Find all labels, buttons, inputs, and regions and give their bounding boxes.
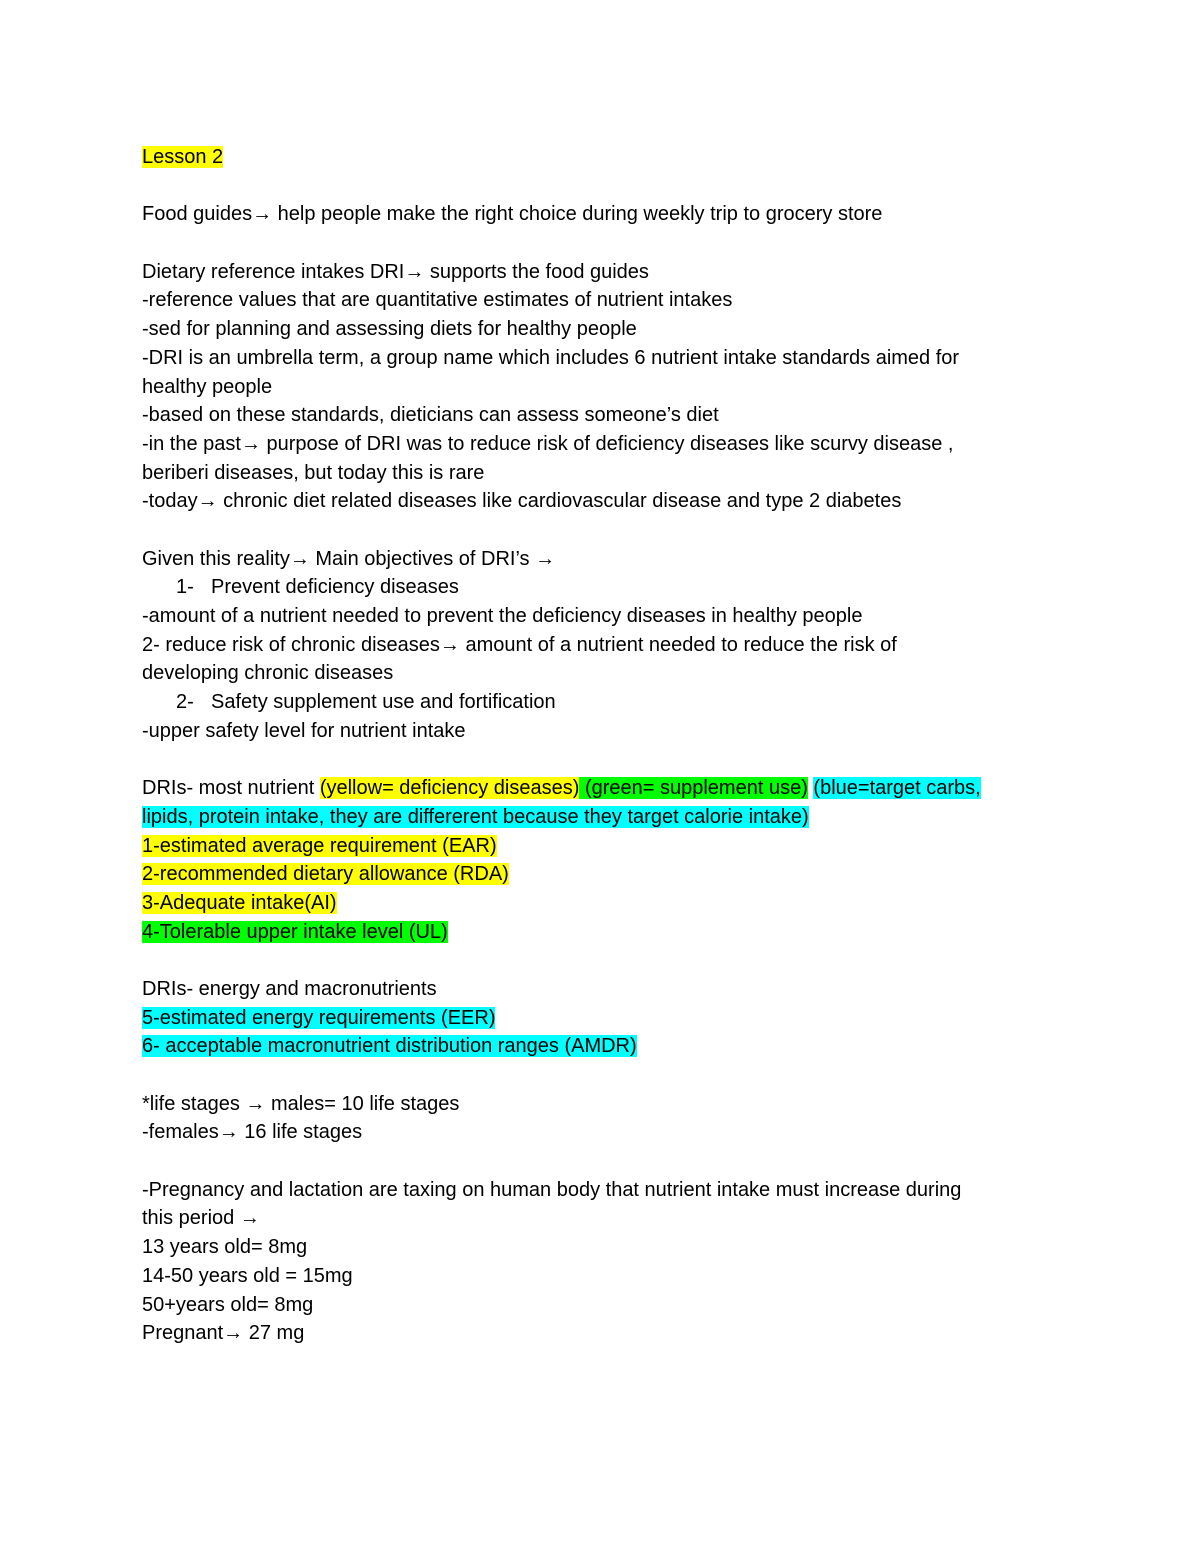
objective-item-1-text: Prevent deficiency diseases <box>211 576 459 599</box>
dri-line-2: -sed for planning and assessing diets for healthy people <box>142 318 637 341</box>
arrow-icon: → <box>289 547 310 570</box>
list-number: 2- <box>176 691 194 714</box>
dri-line-6-pre: -today <box>142 490 198 513</box>
energy-item-eer-text: 5-estimated energy requirements (EER) <box>142 1006 496 1029</box>
requirement-row-1: 13 years old= 8mg <box>142 1236 308 1259</box>
blank-line <box>142 1147 1062 1176</box>
objectives-mid: Main objectives of DRI’s <box>309 547 536 570</box>
objective-item-2b: developing chronic diseases <box>142 662 394 685</box>
dri-line-5b: beriberi diseases, but today this is rare <box>142 461 485 484</box>
document-page <box>142 143 1062 1348</box>
females-pre: -females <box>142 1121 219 1144</box>
legend-yellow: (yellow= deficiency diseases) <box>319 777 580 800</box>
requirement-row-4 <box>142 1319 1062 1348</box>
nutrient-item-rda <box>142 860 1062 889</box>
objective-item-3 <box>142 688 1062 717</box>
nutrients-heading <box>142 774 1062 803</box>
food-guides-text: help people make the right choice during weekly trip to grocery store <box>272 203 883 226</box>
arrow-icon: → <box>245 1092 266 1115</box>
legend-blue-text: lipids, protein intake, they are differerent because they target calorie intake) <box>142 805 809 828</box>
dri-text: supports the food guides <box>424 260 649 283</box>
objective-item-2-pre: 2- reduce risk of chronic diseases <box>142 633 440 656</box>
objectives-heading <box>142 545 1062 574</box>
pregnancy-line-b-text: this period <box>142 1207 240 1230</box>
arrow-icon: → <box>252 203 273 226</box>
blank-line <box>142 1061 1062 1090</box>
nutrient-item-ai-text: 3-Adequate intake(AI) <box>142 891 337 914</box>
nutrient-item-ai <box>142 889 1062 918</box>
objective-item-3-text: Safety supplement use and fortification <box>211 691 556 714</box>
arrow-icon: → <box>218 1121 239 1144</box>
arrow-icon: → <box>223 1322 244 1345</box>
energy-item-amdr-text: 6- acceptable macronutrient distribution ranges (AMDR) <box>142 1035 637 1058</box>
objective-item-2 <box>142 631 1062 660</box>
energy-item-amdr <box>142 1032 1062 1061</box>
lesson-title <box>142 143 1062 172</box>
arrow-icon: → <box>404 260 425 283</box>
legend-blue: (blue=target carbs, <box>813 777 981 800</box>
objective-item-1 <box>142 573 1062 602</box>
nutrient-item-ear <box>142 832 1062 861</box>
dri-line-5 <box>142 430 1062 459</box>
pregnant-post: 27 mg <box>243 1322 305 1345</box>
blank-line <box>142 229 1062 258</box>
life-stages-post: males= 10 life stages <box>265 1092 460 1115</box>
blank-line <box>142 745 1062 774</box>
arrow-icon: → <box>197 490 218 513</box>
objective-item-2-post: amount of a nutrient needed to reduce the risk of <box>459 633 897 656</box>
requirement-row-2: 14-50 years old = 15mg <box>142 1264 353 1287</box>
life-stages-males <box>142 1090 1062 1119</box>
energy-heading: DRIs- energy and macronutrients <box>142 977 437 1000</box>
list-number: 1- <box>176 576 194 599</box>
life-stages-females <box>142 1118 1062 1147</box>
objective-item-1-desc: -amount of a nutrient needed to prevent the deficiency diseases in healthy people <box>142 605 863 627</box>
legend-blue-cont <box>142 803 1062 832</box>
females-post: 16 life stages <box>238 1121 363 1144</box>
arrow-icon: → <box>239 1207 260 1230</box>
requirement-row-3: 50+years old= 8mg <box>142 1293 314 1316</box>
food-guides-line <box>142 200 1062 229</box>
nutrient-item-ear-text: 1-estimated average requirement (EAR) <box>142 834 497 857</box>
dri-heading <box>142 258 1062 287</box>
dri-line-4: -based on these standards, dieticians can assess someone’s diet <box>142 404 719 427</box>
nutrient-item-ul <box>142 918 1062 947</box>
nutrients-lead: DRIs- most nutrient <box>142 777 320 800</box>
dri-label: Dietary reference intakes DRI <box>142 260 405 283</box>
objectives-pre: Given this reality <box>142 547 290 570</box>
dri-line-1: -reference values that are quantitative estimates of nutrient intakes <box>142 289 733 312</box>
energy-item-eer <box>142 1004 1062 1033</box>
nutrient-item-rda-text: 2-recommended dietary allowance (RDA) <box>142 863 509 886</box>
dri-line-5-pre: -in the past <box>142 432 241 455</box>
arrow-icon: → <box>439 633 460 656</box>
nutrient-item-ul-text: 4-Tolerable upper intake level (UL) <box>142 920 448 943</box>
food-guides-label: Food guides <box>142 203 253 226</box>
objective-item-3-desc: -upper safety level for nutrient intake <box>142 719 466 742</box>
dri-line-6-post: chronic diet related diseases like cardiovascular disease and type 2 diabetes <box>217 490 902 513</box>
blank-line <box>142 516 1062 545</box>
blank-line <box>142 172 1062 201</box>
lesson-title-text: Lesson 2 <box>142 146 224 168</box>
dri-line-3b: healthy people <box>142 375 273 398</box>
pregnancy-line-b <box>142 1204 1062 1233</box>
dri-line-3a: -DRI is an umbrella term, a group name which includes 6 nutrient intake standards aimed for <box>142 346 960 369</box>
blank-line <box>142 946 1062 975</box>
life-stages-pre: *life stages <box>142 1092 246 1115</box>
pregnant-pre: Pregnant <box>142 1322 224 1345</box>
legend-green: (green= supplement use) <box>579 777 808 800</box>
dri-line-5-post: purpose of DRI was to reduce risk of deficiency diseases like scurvy disease , <box>260 432 954 455</box>
dri-line-6 <box>142 487 1062 516</box>
pregnancy-line-a: -Pregnancy and lactation are taxing on human body that nutrient intake must increase during <box>142 1178 962 1201</box>
arrow-icon: → <box>535 547 556 570</box>
arrow-icon: → <box>240 432 261 455</box>
